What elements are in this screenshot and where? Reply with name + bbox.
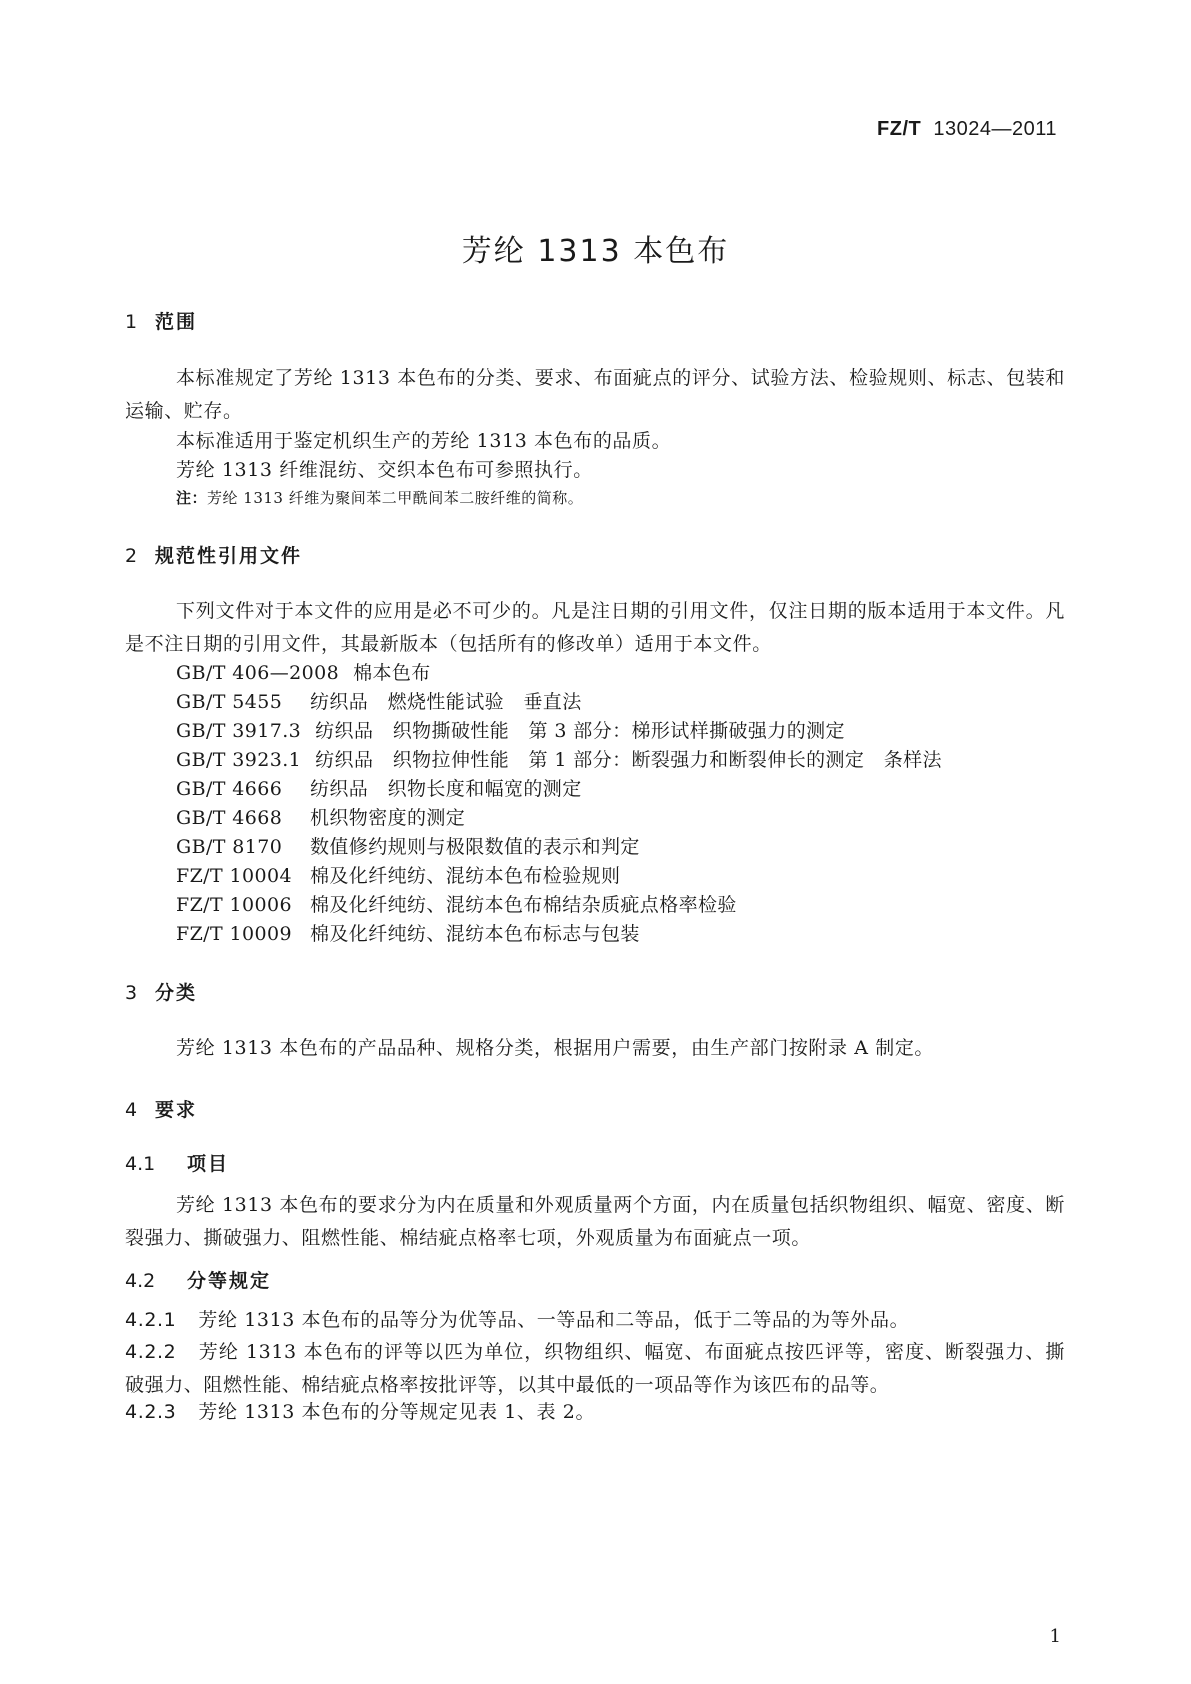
reference-code: GB/T 3917.3 xyxy=(176,720,302,742)
reference-title: 数值修约规则与极限数值的表示和判定 xyxy=(310,836,640,858)
clause-4-2-1 xyxy=(125,1304,1065,1337)
subsection-number: 4.1 xyxy=(125,1153,156,1175)
reference-code: GB/T 406—2008 xyxy=(176,662,340,684)
reference-title: 纺织品 织物长度和幅宽的测定 xyxy=(310,778,582,800)
section-label: 要求 xyxy=(155,1099,198,1121)
reference-code: GB/T 3923.1 xyxy=(176,749,302,771)
section-label: 分类 xyxy=(155,982,198,1004)
reference-item xyxy=(176,919,640,946)
clause-text: 芳纶 1313 本色布的评等以匹为单位，织物组织、幅宽、布面疵点按匹评等，密度、断裂强力、撕破强力、阻燃性能、棉结疵点格率按批评等，以其中最低的一项品等作为该匹布的品等。 xyxy=(125,1341,1065,1396)
clause-text: 芳纶 1313 本色布的分等规定见表 1、表 2。 xyxy=(198,1401,596,1423)
section-3-heading xyxy=(125,978,197,1005)
section-number: 1 xyxy=(125,311,138,333)
section-2-intro: 下列文件对于本文件的应用是必不可少的。凡是注日期的引用文件，仅注日期的版本适用于本文件。凡是不注日期的引用文件，其最新版本（包括所有的修改单）适用于本文件。 xyxy=(125,600,1065,655)
reference-code: FZ/T 10004 xyxy=(176,865,292,887)
document-title: 芳纶 1313 本色布 xyxy=(461,234,730,269)
page-number: 1 xyxy=(1049,1626,1061,1647)
section-1-paragraph-1: 本标准规定了芳纶 1313 本色布的分类、要求、布面疵点的评分、试验方法、检验规则、标志、包装和运输、贮存。 xyxy=(125,367,1065,422)
standard-code xyxy=(877,118,1057,141)
section-2-heading xyxy=(125,541,302,568)
reference-item xyxy=(176,803,465,830)
section-label: 规范性引用文件 xyxy=(155,545,303,567)
subsection-label: 项目 xyxy=(187,1153,230,1175)
section-4-heading xyxy=(125,1095,197,1122)
reference-code: GB/T 5455 xyxy=(176,691,283,713)
reference-title: 纺织品 织物撕破性能 第 3 部分：梯形试样撕破强力的测定 xyxy=(315,720,845,742)
code-number: 13024—2011 xyxy=(933,118,1057,140)
note-label: 注： xyxy=(176,489,208,507)
reference-title: 棉及化纤纯纺、混纺本色布棉结杂质疵点格率检验 xyxy=(310,894,737,916)
code-prefix: FZ/T xyxy=(877,118,922,140)
section-4-1-heading xyxy=(125,1149,229,1176)
clause-number: 4.2.2 xyxy=(125,1341,177,1363)
reference-item xyxy=(176,658,431,685)
reference-code: FZ/T 10006 xyxy=(176,894,292,916)
clause-number: 4.2.3 xyxy=(125,1401,177,1423)
section-1-heading xyxy=(125,307,197,334)
section-label: 范围 xyxy=(155,311,198,333)
section-number: 3 xyxy=(125,982,138,1004)
section-1-note xyxy=(176,487,583,508)
reference-title: 纺织品 燃烧性能试验 垂直法 xyxy=(310,691,582,713)
section-4-1-paragraph: 芳纶 1313 本色布的要求分为内在质量和外观质量两个方面，内在质量包括织物组织、幅宽、密度、断裂强力、撕破强力、阻燃性能、棉结疵点格率七项，外观质量为布面疵点一项。 xyxy=(125,1194,1065,1249)
reference-item xyxy=(176,745,942,772)
section-number: 2 xyxy=(125,545,138,567)
clause-text: 芳纶 1313 本色布的品等分为优等品、一等品和二等品，低于二等品的为等外品。 xyxy=(198,1309,910,1331)
reference-item xyxy=(176,774,582,801)
reference-title: 棉及化纤纯纺、混纺本色布标志与包装 xyxy=(310,923,640,945)
section-1-paragraph-2: 本标准适用于鉴定机织生产的芳纶 1313 本色布的品质。 xyxy=(176,430,672,452)
section-number: 4 xyxy=(125,1099,138,1121)
subsection-label: 分等规定 xyxy=(187,1270,272,1292)
subsection-number: 4.2 xyxy=(125,1270,156,1292)
reference-item xyxy=(176,832,640,859)
reference-item xyxy=(176,890,737,917)
section-3-paragraph: 芳纶 1313 本色布的产品品种、规格分类，根据用户需要，由生产部门按附录 A 制定。 xyxy=(176,1037,935,1059)
reference-item xyxy=(176,687,582,714)
reference-item xyxy=(176,716,845,743)
reference-title: 机织物密度的测定 xyxy=(310,807,466,829)
reference-code: GB/T 4668 xyxy=(176,807,283,829)
reference-title: 棉及化纤纯纺、混纺本色布检验规则 xyxy=(310,865,621,887)
reference-item xyxy=(176,861,620,888)
reference-code: GB/T 4666 xyxy=(176,778,283,800)
reference-title: 棉本色布 xyxy=(353,662,431,684)
reference-code: GB/T 8170 xyxy=(176,836,283,858)
clause-4-2-3 xyxy=(125,1396,1065,1429)
reference-code: FZ/T 10009 xyxy=(176,923,292,945)
section-1-paragraph-3: 芳纶 1313 纤维混纺、交织本色布可参照执行。 xyxy=(176,459,593,481)
reference-title: 纺织品 织物拉伸性能 第 1 部分：断裂强力和断裂伸长的测定 条样法 xyxy=(315,749,942,771)
clause-4-2-2 xyxy=(125,1336,1065,1402)
note-text: 芳纶 1313 纤维为聚间苯二甲酰间苯二胺纤维的简称。 xyxy=(207,489,584,507)
section-4-2-heading xyxy=(125,1266,271,1293)
clause-number: 4.2.1 xyxy=(125,1309,177,1331)
